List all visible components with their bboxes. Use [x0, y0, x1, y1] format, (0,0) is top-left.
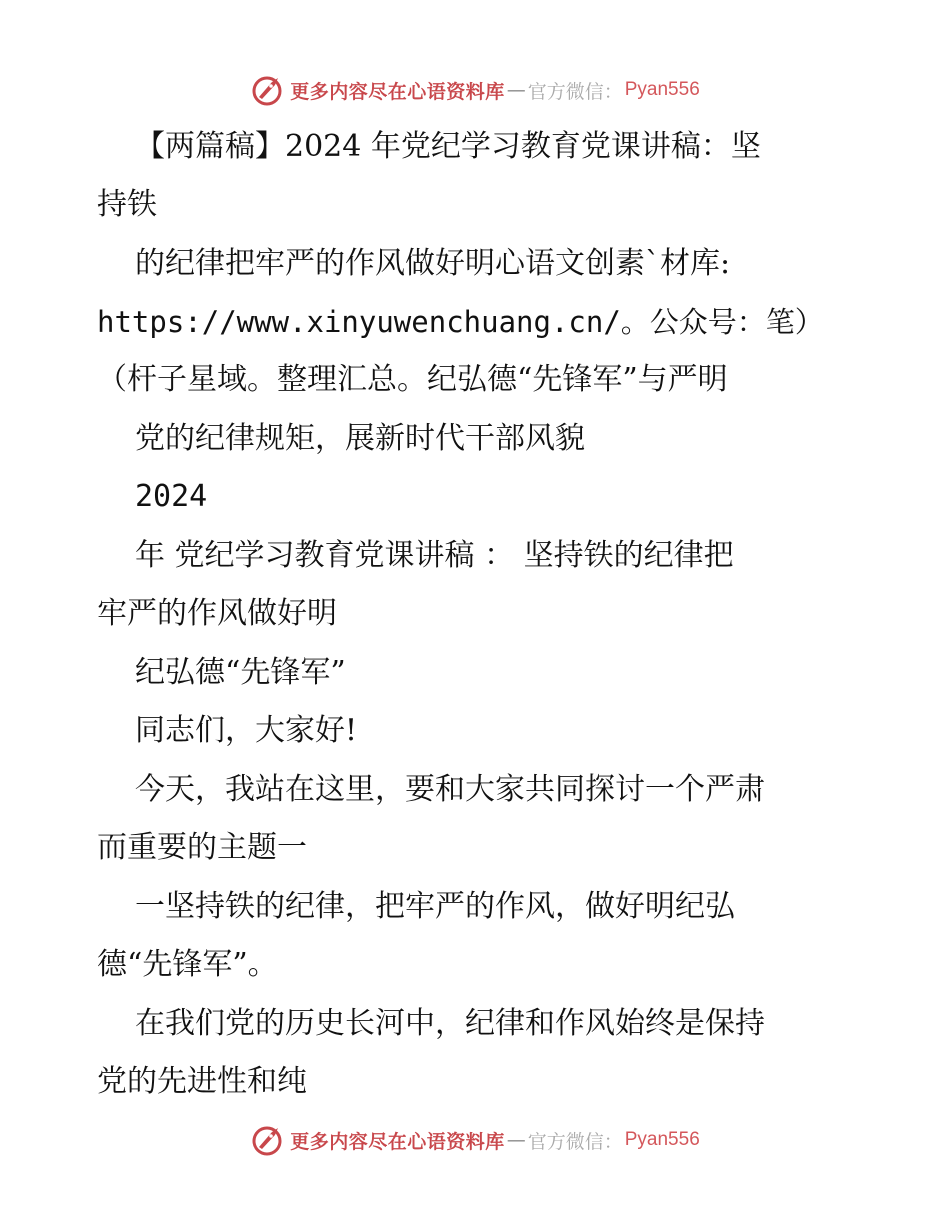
doc-line-title-1: 【两篇稿】2024 年党纪学习教育党课讲稿：坚 [135, 129, 761, 164]
banner-wechat-label: 官方微信： [527, 80, 623, 103]
doc-line-17: 党的先进性和纯 [97, 1064, 307, 1099]
doc-line-3: 的纪律把牢严的作风做好明心语文创素`材库: [135, 246, 731, 281]
doc-line-16: 在我们党的历史长河中，纪律和作风始终是保持 [135, 1006, 765, 1041]
footer-watermark-banner [0, 1120, 950, 1160]
doc-line-greeting: 同志们，大家好! [135, 713, 358, 748]
doc-line-14: 一坚持铁的纪律，把牢严的作风，做好明纪弘 [135, 889, 735, 924]
banner-wechat-id: Pyan556 [624, 79, 700, 100]
banner-lead-text: 更多内容尽在心语资料库 [290, 1130, 505, 1153]
doc-line-13: 而重要的主题一 [97, 830, 307, 865]
doc-line-9: 牢严的作风做好明 [97, 596, 337, 631]
banner-wechat-id: Pyan556 [624, 1129, 700, 1150]
doc-line-url: https://www.xinyuwenchuang.cn/。公众号：笔） [97, 305, 824, 339]
pen-nib-circle-logo-icon [250, 1122, 286, 1158]
banner-wechat-label: 官方微信： [527, 1130, 623, 1153]
doc-line-6: 党的纪律规矩，展新时代干部风貌 [135, 421, 585, 456]
banner-separator: — [506, 1129, 526, 1151]
doc-line-12: 今天，我站在这里，要和大家共同探讨一个严肃 [135, 772, 765, 807]
doc-line-15: 德“先锋军”。 [97, 947, 278, 982]
doc-line-year: 2024 [135, 479, 208, 514]
doc-line-5: （杆子星域。整理汇总。纪弘德“先锋军”与严明 [97, 362, 728, 397]
doc-line-10: 纪弘德“先锋军” [135, 655, 346, 690]
banner-lead-text: 更多内容尽在心语资料库 [290, 80, 505, 103]
banner-separator: — [506, 79, 526, 101]
doc-line-8: 年 党纪学习教育党课讲稿 ： 坚持铁的纪律把 [135, 538, 734, 573]
doc-line-title-2: 持铁 [97, 187, 157, 222]
